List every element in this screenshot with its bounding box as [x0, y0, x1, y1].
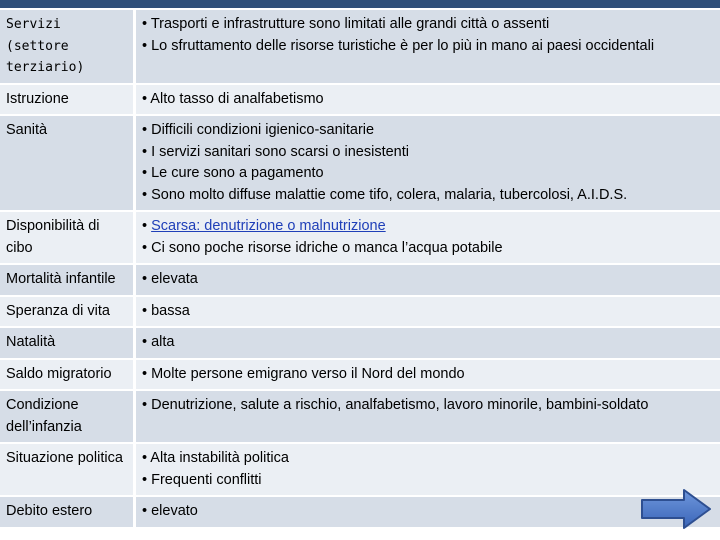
- bullet-item: • bassa: [142, 302, 190, 319]
- row-label: Natalità: [0, 327, 135, 359]
- row-label: Servizi (settore terziario): [0, 9, 135, 84]
- row-value: [135, 390, 720, 443]
- table-row: [0, 496, 720, 528]
- bullet-item: • elevata: [142, 271, 198, 287]
- bullet-item: • Denutrizione, salute a rischio, analfabetismo, lavoro minorile, bambini-soldato: [142, 397, 649, 413]
- row-label: Condizione dell’infanzia: [0, 390, 135, 443]
- row-value: [135, 443, 720, 496]
- table-row: [0, 327, 720, 359]
- table-row: [0, 84, 720, 116]
- row-value: [135, 327, 720, 359]
- bullet-item: • I servizi sanitari sono scarsi o inesistenti: [142, 143, 409, 160]
- bullet-item: • Alta instabilità politica: [142, 450, 289, 466]
- bullet-prefix: •: [142, 218, 152, 234]
- row-label: Debito estero: [0, 496, 135, 528]
- row-value: [135, 296, 720, 328]
- row-label: Mortalità infantile: [0, 264, 135, 296]
- row-label: Saldo migratorio: [0, 359, 135, 391]
- row-label: Situazione politica: [0, 443, 135, 496]
- row-label: Speranza di vita: [0, 296, 135, 328]
- bullet-item: • Le cure sono a pagamento: [142, 165, 324, 181]
- table-row: [0, 9, 720, 84]
- bullet-item: • elevato: [142, 503, 198, 519]
- bullet-item: • Sono molto diffuse malattie come tifo, colera, malaria, tubercolosi, A.I.D.S.: [142, 186, 628, 203]
- row-value: [135, 9, 720, 84]
- denutrition-link[interactable]: Scarsa: denutrizione o malnutrizione: [151, 218, 386, 234]
- bullet-item: [142, 216, 716, 238]
- row-value: [135, 84, 720, 116]
- row-value: [135, 496, 720, 528]
- top-border: [0, 0, 720, 8]
- table-row: [0, 443, 720, 496]
- row-value: [135, 211, 720, 264]
- row-value: [135, 359, 720, 391]
- bullet-item: • Ci sono poche risorse idriche o manca l’acqua potabile: [142, 239, 503, 256]
- right-arrow-icon[interactable]: [640, 488, 712, 530]
- table-row: [0, 359, 720, 391]
- row-label: Istruzione: [0, 84, 135, 116]
- bullet-item: • Frequenti conflitti: [142, 471, 262, 488]
- bullet-item: • Lo sfruttamento delle risorse turistiche è per lo più in mano ai paesi occidentali: [142, 37, 655, 54]
- table-row: [0, 115, 720, 211]
- table-row: [0, 211, 720, 264]
- row-label: Disponibilità di cibo: [0, 211, 135, 264]
- bullet-item: • Difficili condizioni igienico-sanitarie: [142, 122, 375, 138]
- info-table: [0, 8, 720, 529]
- bullet-item: • Alto tasso di analfabetismo: [142, 90, 324, 107]
- bullet-item: • Molte persone emigrano verso il Nord del mondo: [142, 365, 465, 382]
- table-row: [0, 390, 720, 443]
- row-label: Sanità: [0, 115, 135, 211]
- bullet-item: • alta: [142, 334, 175, 350]
- bullet-item: • Trasporti e infrastrutture sono limitati alle grandi città o assenti: [142, 16, 550, 32]
- table-row: [0, 264, 720, 296]
- table-row: [0, 296, 720, 328]
- row-value: [135, 115, 720, 211]
- row-value: [135, 264, 720, 296]
